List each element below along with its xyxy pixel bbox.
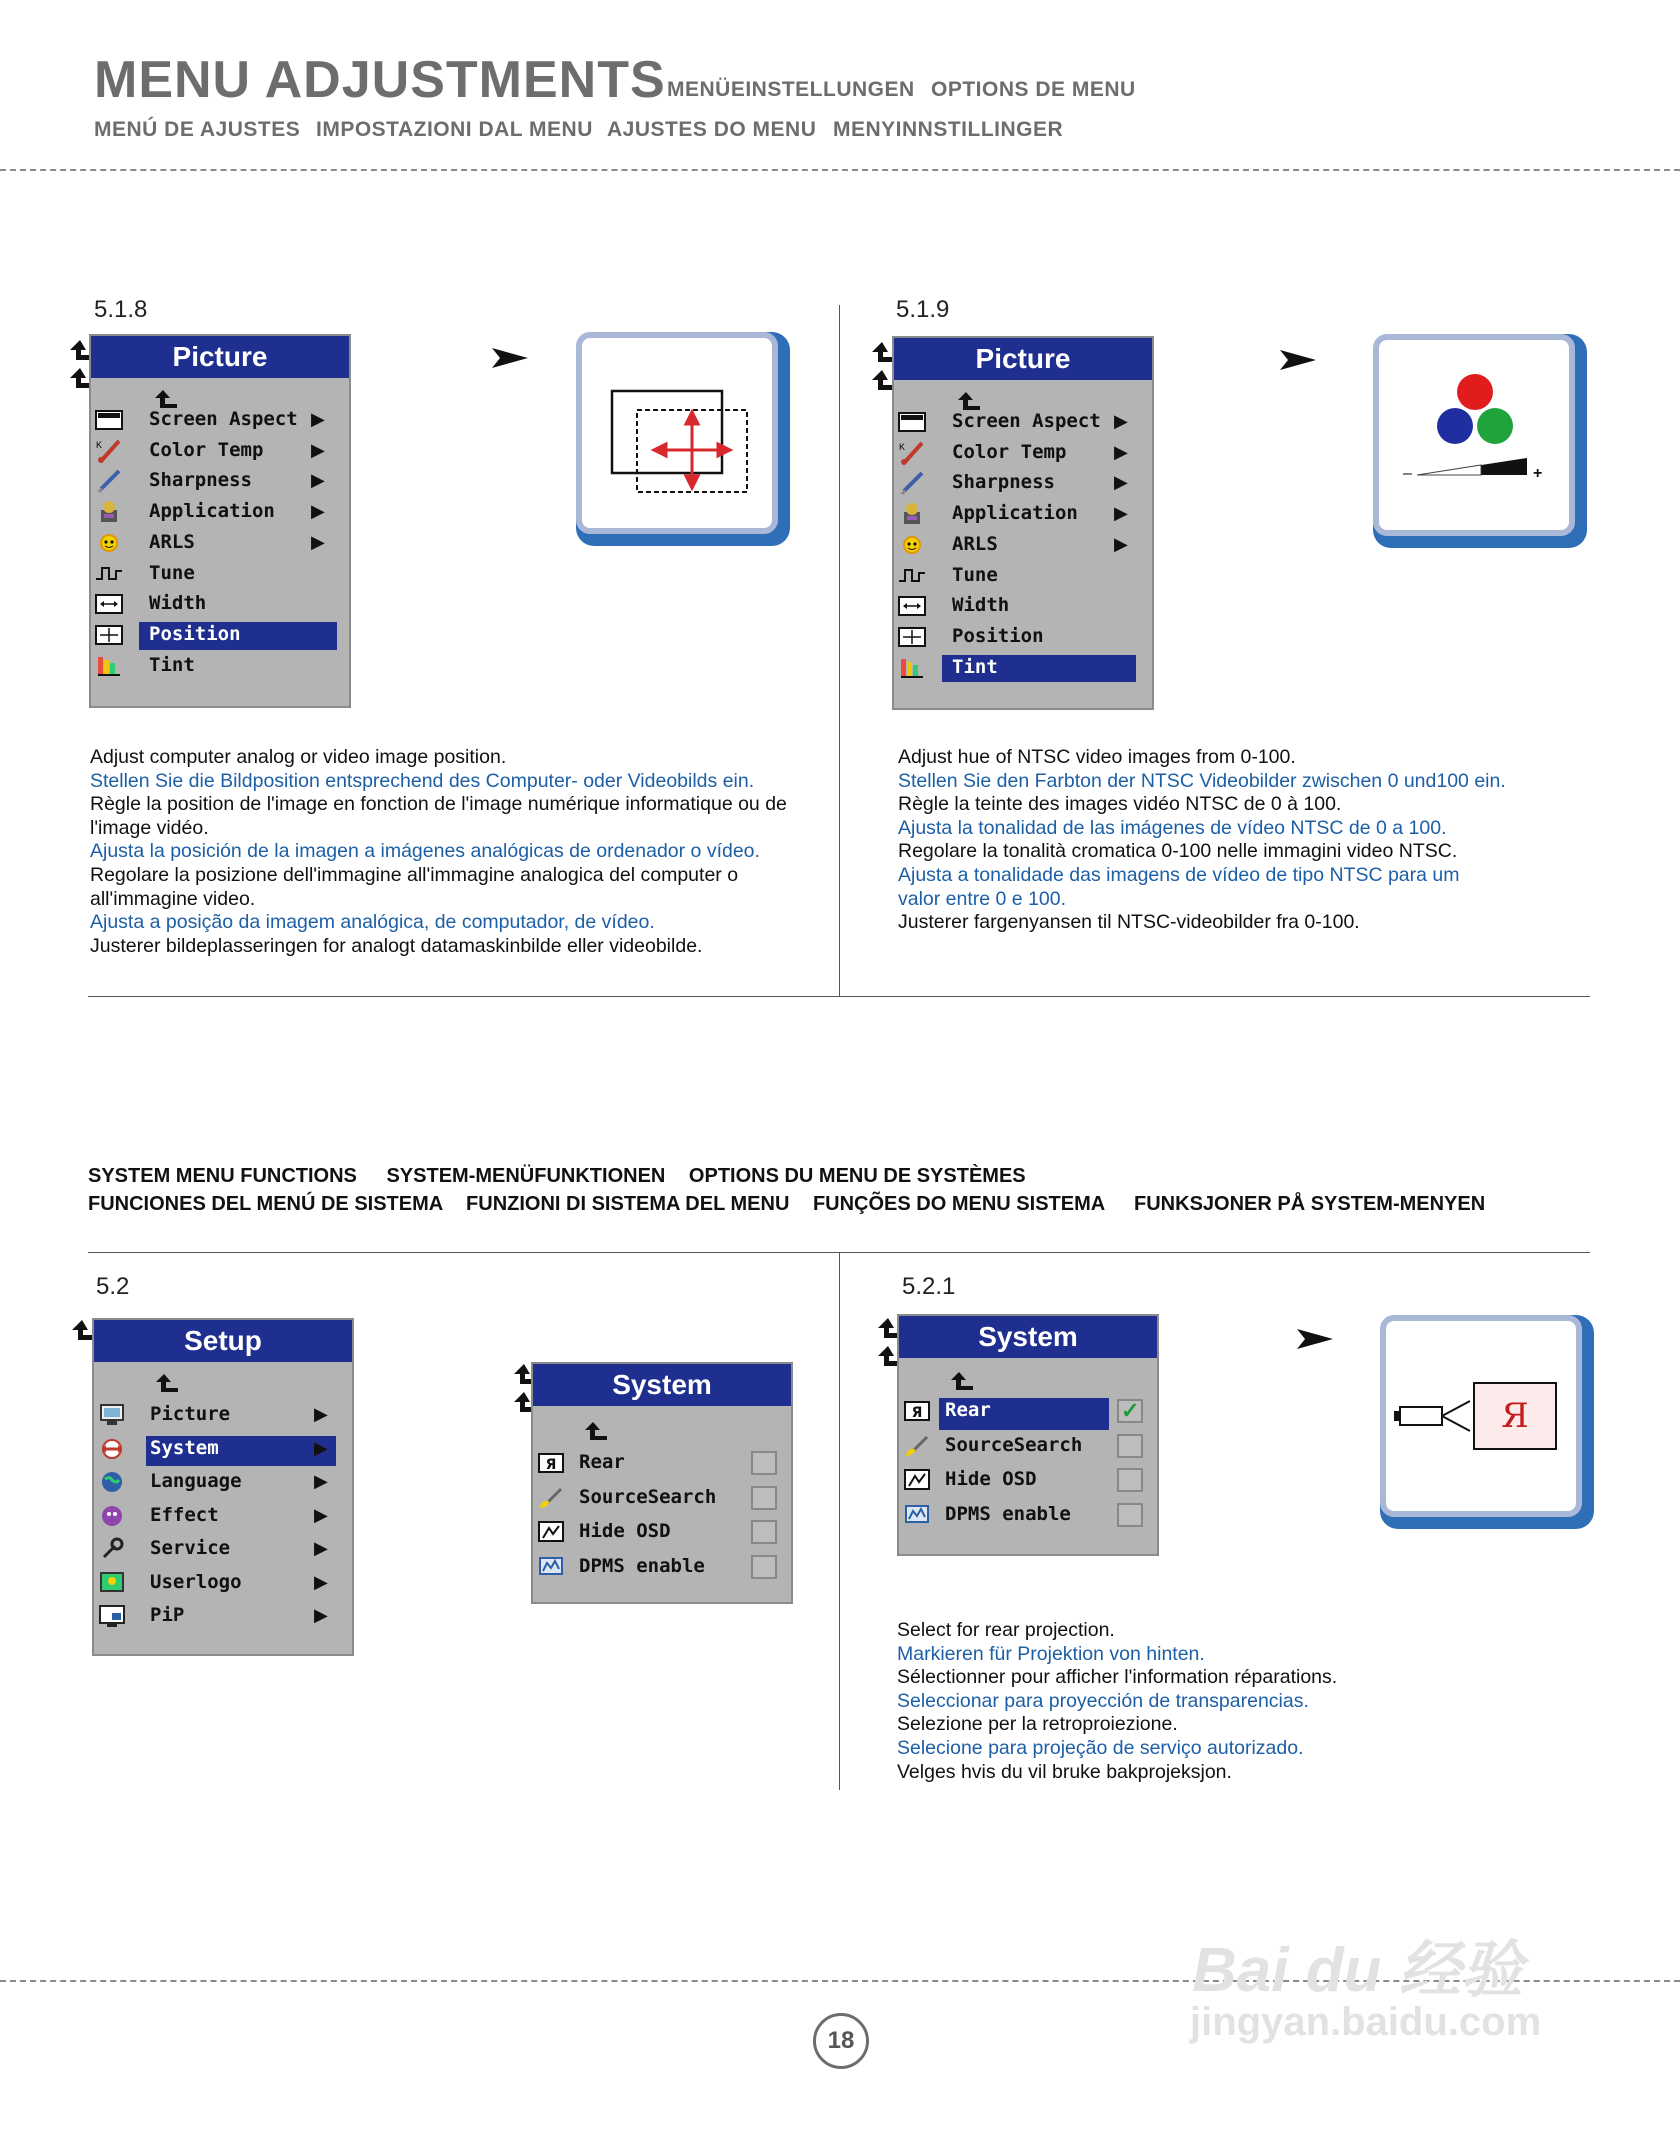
menu-title: Picture <box>91 336 349 378</box>
menu-item-label: Tune <box>149 561 195 584</box>
menu-item-tune[interactable] <box>894 563 1152 591</box>
menu-item-label: Rear <box>945 1399 991 1421</box>
tint-icon <box>95 654 123 678</box>
description-line: Regolare la posizione dell'immagine all'immagine analogica del computer o <box>90 863 739 886</box>
submenu-arrow-icon: ▶ <box>314 1404 328 1424</box>
description-line: Velges hvis du vil bruke bakprojeksjon. <box>897 1760 1232 1783</box>
header-divider <box>0 169 1680 171</box>
back-arrow-icon <box>583 1419 611 1443</box>
subtitle-spanish: MENÚ DE AJUSTES <box>94 118 301 141</box>
menu-item-pip[interactable] <box>94 1603 352 1631</box>
menu-item-screen-aspect[interactable] <box>91 407 349 435</box>
checkbox[interactable] <box>751 1520 777 1544</box>
checkmark-icon: ✓ <box>1121 1398 1140 1423</box>
source-search-icon <box>537 1486 565 1510</box>
effect-icon <box>98 1504 126 1528</box>
arrow-pointer-icon <box>1280 350 1316 370</box>
submenu-arrow-icon: ▶ <box>1114 441 1128 462</box>
description-line: valor entre 0 e 100. <box>898 887 1067 910</box>
dpms-icon <box>903 1503 931 1527</box>
arrow-pointer-icon <box>1297 1329 1333 1349</box>
arls-icon <box>898 533 926 557</box>
menu-title: Setup <box>94 1320 352 1362</box>
submenu-arrow-icon: ▶ <box>314 1437 328 1458</box>
menu-item-arls[interactable] <box>91 530 349 558</box>
section-number: 5.2.1 <box>902 1273 956 1300</box>
userlogo-icon <box>98 1571 126 1595</box>
heading-italian: FUNZIONI DI SISTEMA DEL MENU <box>466 1193 790 1215</box>
source-search-icon <box>903 1434 931 1458</box>
menu-item-label: Screen Aspect <box>149 408 298 430</box>
menu-back-row[interactable] <box>94 1370 352 1398</box>
svg-text:K: K <box>899 441 906 452</box>
arls-icon <box>95 531 123 555</box>
screen-aspect-icon <box>898 410 926 434</box>
arrow-pointer-icon <box>492 348 528 368</box>
reversed-r-glyph: Я <box>1501 1396 1529 1436</box>
submenu-arrow-icon: ▶ <box>311 470 325 491</box>
menu-item-width[interactable] <box>894 593 1152 621</box>
back-arrow-icon <box>949 1369 977 1393</box>
menu-item-label: ARLS <box>952 532 998 555</box>
application-icon <box>898 502 926 526</box>
description-line: Seleccionar para proyección de transparencias. <box>897 1689 1309 1712</box>
description-line: Adjust hue of NTSC video images from 0-100. <box>898 746 1296 768</box>
submenu-arrow-icon: ▶ <box>311 501 325 522</box>
menu-item-label: SourceSearch <box>579 1485 717 1508</box>
menu-title: Picture <box>894 338 1152 380</box>
page-title: MENU ADJUSTMENTS <box>94 51 666 109</box>
menu-item-hide-osd[interactable] <box>899 1467 1157 1495</box>
tune-icon <box>898 564 926 588</box>
checkbox[interactable] <box>1117 1468 1143 1492</box>
color-temp-icon <box>898 441 926 465</box>
submenu-arrow-icon: ▶ <box>311 439 325 460</box>
sharpness-icon <box>898 471 926 495</box>
rear-projection-diagram <box>1386 1321 1576 1511</box>
rear-icon <box>537 1451 565 1475</box>
menu-item-label: Service <box>150 1537 231 1559</box>
description-line: Ajusta la tonalidad de las imágenes de vídeo NTSC de 0 a 100. <box>898 816 1447 839</box>
menu-item-label: Hide OSD <box>945 1468 1037 1490</box>
menu-item-label: Application <box>952 502 1078 525</box>
language-icon <box>98 1470 126 1494</box>
submenu-arrow-icon: ▶ <box>1114 411 1128 431</box>
tint-plus-label: + <box>1533 465 1543 482</box>
width-icon <box>898 594 926 618</box>
menu-item-width[interactable] <box>91 591 349 619</box>
checkbox[interactable] <box>1117 1503 1143 1527</box>
sharpness-icon <box>95 469 123 493</box>
description-line: Ajusta la posición de la imagen a imágenes analógicas de ordenador o vídeo. <box>90 840 760 863</box>
application-icon <box>95 500 123 524</box>
menu-title: System <box>533 1364 791 1406</box>
heading-english: SYSTEM MENU FUNCTIONS <box>88 1165 357 1187</box>
system-functions-heading-2 <box>88 1193 1485 1216</box>
heading-french: OPTIONS DU MENU DE SYSTÈMES <box>688 1165 1026 1187</box>
menu-item-arls[interactable] <box>894 532 1152 560</box>
subtitle-portuguese: AJUSTES DO MENU <box>607 118 817 141</box>
menu-item-label: Tint <box>149 653 195 676</box>
position-illustration <box>576 332 790 546</box>
tune-icon <box>95 562 123 586</box>
menu-item-label: Color Temp <box>952 440 1067 463</box>
menu-item-label: Application <box>149 500 275 523</box>
menu-item-label: Tune <box>952 563 998 586</box>
description-line: Règle la teinte des images vidéo NTSC de 0 à 100. <box>898 793 1342 816</box>
menu-item-tint[interactable] <box>91 653 349 681</box>
description-line: Selezione per la retroproiezione. <box>897 1713 1178 1736</box>
pip-icon <box>98 1604 126 1628</box>
column-divider <box>839 305 840 997</box>
rear-icon <box>903 1399 931 1423</box>
watermark-url: jingyan.baidu.com <box>1190 2000 1542 2044</box>
heading-spanish: FUNCIONES DEL MENÚ DE SISTEMA <box>88 1193 443 1215</box>
menu-item-language[interactable] <box>94 1469 352 1497</box>
menu-item-effect[interactable] <box>94 1503 352 1531</box>
description-5-1-9 <box>898 746 1506 935</box>
menu-item-dpms-enable[interactable] <box>533 1554 791 1582</box>
color-temp-icon <box>95 439 123 463</box>
menu-item-screen-aspect[interactable] <box>894 409 1152 437</box>
subtitle-german: MENÜEINSTELLUNGEN <box>667 78 915 101</box>
menu-item-application[interactable] <box>91 499 349 527</box>
tint-minus-label: – <box>1403 465 1412 482</box>
menu-item-label: Effect <box>150 1503 219 1526</box>
submenu-arrow-icon: ▶ <box>314 1538 328 1558</box>
menu-item-tune[interactable] <box>91 561 349 589</box>
menu-item-sourcesearch[interactable] <box>899 1433 1157 1461</box>
system-menu <box>531 1362 793 1604</box>
system-icon <box>98 1437 126 1461</box>
picture-icon <box>98 1403 126 1427</box>
svg-text:Я: Я <box>545 1457 557 1473</box>
svg-text:Я: Я <box>911 1405 923 1421</box>
menu-item-tint[interactable] <box>894 655 1152 683</box>
description-line: Justerer bildeplasseringen for analogt datamaskinbilde eller videobilde. <box>90 934 703 957</box>
submenu-arrow-icon: ▶ <box>1114 503 1128 524</box>
menu-item-position[interactable] <box>91 622 349 650</box>
menu-item-label: Width <box>149 592 207 615</box>
description-line: all'immagine video. <box>90 887 256 910</box>
description-line: Stellen Sie die Bildposition entsprechend des Computer- oder Videobilds ein. <box>90 769 755 792</box>
service-icon <box>98 1537 126 1561</box>
menu-item-label: DPMS enable <box>579 1554 705 1577</box>
picture-menu <box>892 336 1154 710</box>
section-number: 5.1.8 <box>94 296 148 323</box>
subtitle-italian: IMPOSTAZIONI DAL MENU <box>316 118 593 141</box>
menu-item-sourcesearch[interactable] <box>533 1485 791 1513</box>
menu-back-row[interactable] <box>533 1418 791 1446</box>
screen-aspect-icon <box>95 408 123 432</box>
section-number: 5.2 <box>96 1273 130 1300</box>
menu-item-userlogo[interactable] <box>94 1570 352 1598</box>
checkbox[interactable] <box>751 1486 777 1510</box>
section-number: 5.1.9 <box>896 296 950 323</box>
system-menu <box>897 1314 1159 1556</box>
menu-item-label: ARLS <box>149 530 195 553</box>
menu-item-label: PiP <box>150 1604 185 1626</box>
position-icon <box>898 625 926 649</box>
menu-item-sharpness[interactable] <box>91 468 349 496</box>
description-line: l'image vidéo. <box>90 816 209 839</box>
menu-item-label: Screen Aspect <box>952 410 1101 432</box>
menu-item-label: Language <box>150 1470 242 1492</box>
column-divider-2 <box>839 1253 840 1790</box>
menu-item-label: DPMS enable <box>945 1502 1071 1525</box>
menu-item-label: Userlogo <box>150 1570 242 1593</box>
position-icon <box>95 623 123 647</box>
position-diagram <box>582 338 772 528</box>
description-line: Justerer fargenyansen til NTSC-videobilder fra 0-100. <box>898 911 1360 934</box>
menu-back-row[interactable] <box>899 1368 1157 1396</box>
menu-item-position[interactable] <box>894 624 1152 652</box>
tint-diagram <box>1379 340 1569 530</box>
description-line: Ajusta a tonalidade das imagens de vídeo de tipo NTSC para um <box>898 863 1460 886</box>
description-line: Select for rear projection. <box>897 1619 1115 1641</box>
heading-german: SYSTEM-MENÜFUNKTIONEN <box>386 1165 666 1187</box>
menu-item-label: SourceSearch <box>945 1433 1083 1456</box>
menu-item-dpms-enable[interactable] <box>899 1502 1157 1530</box>
submenu-arrow-icon: ▶ <box>311 409 325 429</box>
menu-item-sharpness[interactable] <box>894 470 1152 498</box>
menu-item-hide-osd[interactable] <box>533 1519 791 1547</box>
menu-item-label: Width <box>952 594 1010 617</box>
menu-item-label: Hide OSD <box>579 1520 671 1542</box>
menu-item-system[interactable] <box>94 1436 352 1464</box>
description-line: Règle la position de l'image en fonction de l'image numérique informatique ou de <box>90 793 787 816</box>
menu-item-picture[interactable] <box>94 1402 352 1430</box>
submenu-arrow-icon: ▶ <box>314 1571 328 1592</box>
menu-item-application[interactable] <box>894 501 1152 529</box>
menu-item-color-temp[interactable] <box>894 440 1152 468</box>
back-arrow-icon <box>154 1371 182 1395</box>
checkbox[interactable] <box>1117 1434 1143 1458</box>
description-line: Regolare la tonalità cromatica 0-100 nelle immagini video NTSC. <box>898 840 1458 863</box>
hide-osd-icon <box>537 1520 565 1544</box>
description-line: Markieren für Projektion von hinten. <box>897 1642 1205 1665</box>
submenu-arrow-icon: ▶ <box>1114 533 1128 554</box>
heading-portuguese: FUNÇÕES DO MENU SISTEMA <box>812 1193 1105 1215</box>
svg-text:K: K <box>96 439 103 450</box>
menu-item-color-temp[interactable] <box>91 438 349 466</box>
menu-item-label: Sharpness <box>149 469 252 492</box>
menu-item-label: Rear <box>579 1451 625 1473</box>
menu-item-rear[interactable] <box>533 1450 791 1478</box>
description-line: Adjust computer analog or video image position. <box>90 746 507 768</box>
menu-item-label: Picture <box>150 1403 231 1425</box>
menu-item-rear[interactable] <box>899 1398 1157 1426</box>
section-divider <box>88 996 1590 997</box>
heading-norwegian: FUNKSJONER PÅ SYSTEM-MENYEN <box>1134 1193 1486 1215</box>
rear-projection-illustration <box>1380 1315 1594 1529</box>
submenu-arrow-icon: ▶ <box>311 531 325 552</box>
menu-title: System <box>899 1316 1157 1358</box>
description-line: Sélectionner pour afficher l'information réparations. <box>897 1666 1338 1689</box>
width-icon <box>95 592 123 616</box>
menu-item-label: Tint <box>952 655 998 678</box>
checkbox[interactable] <box>1117 1399 1143 1423</box>
menu-item-label: Color Temp <box>149 438 264 461</box>
description-line: Ajusta a posição da imagem analógica, de computador, de vídeo. <box>90 911 655 934</box>
submenu-arrow-icon: ▶ <box>314 1605 328 1625</box>
setup-menu <box>92 1318 354 1656</box>
menu-item-label: System <box>150 1436 219 1459</box>
page-number: 18 <box>813 2013 869 2069</box>
subtitle-french: OPTIONS DE MENU <box>931 78 1136 101</box>
system-functions-heading <box>88 1165 1026 1188</box>
menu-item-label: Position <box>149 622 241 645</box>
description-line: Stellen Sie den Farbton der NTSC Videobilder zwischen 0 und100 ein. <box>898 769 1506 792</box>
menu-item-label: Sharpness <box>952 471 1055 494</box>
picture-menu <box>89 334 351 708</box>
menu-item-service[interactable] <box>94 1536 352 1564</box>
menu-item-label: Position <box>952 624 1044 647</box>
checkbox[interactable] <box>751 1555 777 1579</box>
dpms-icon <box>537 1555 565 1579</box>
description-5-1-8 <box>90 746 787 958</box>
tint-icon <box>898 656 926 680</box>
subtitle-norwegian: MENYINNSTILLINGER <box>833 118 1064 141</box>
description-line: Selecione para projeção de serviço autorizado. <box>897 1736 1304 1759</box>
watermark-logo: Bai du 经验 <box>1192 1936 1523 2005</box>
tint-illustration <box>1373 334 1587 548</box>
submenu-arrow-icon: ▶ <box>314 1504 328 1525</box>
submenu-arrow-icon: ▶ <box>314 1471 328 1491</box>
description-5-2-1 <box>897 1619 1337 1784</box>
checkbox[interactable] <box>751 1451 777 1475</box>
submenu-arrow-icon: ▶ <box>1114 472 1128 493</box>
hide-osd-icon <box>903 1468 931 1492</box>
